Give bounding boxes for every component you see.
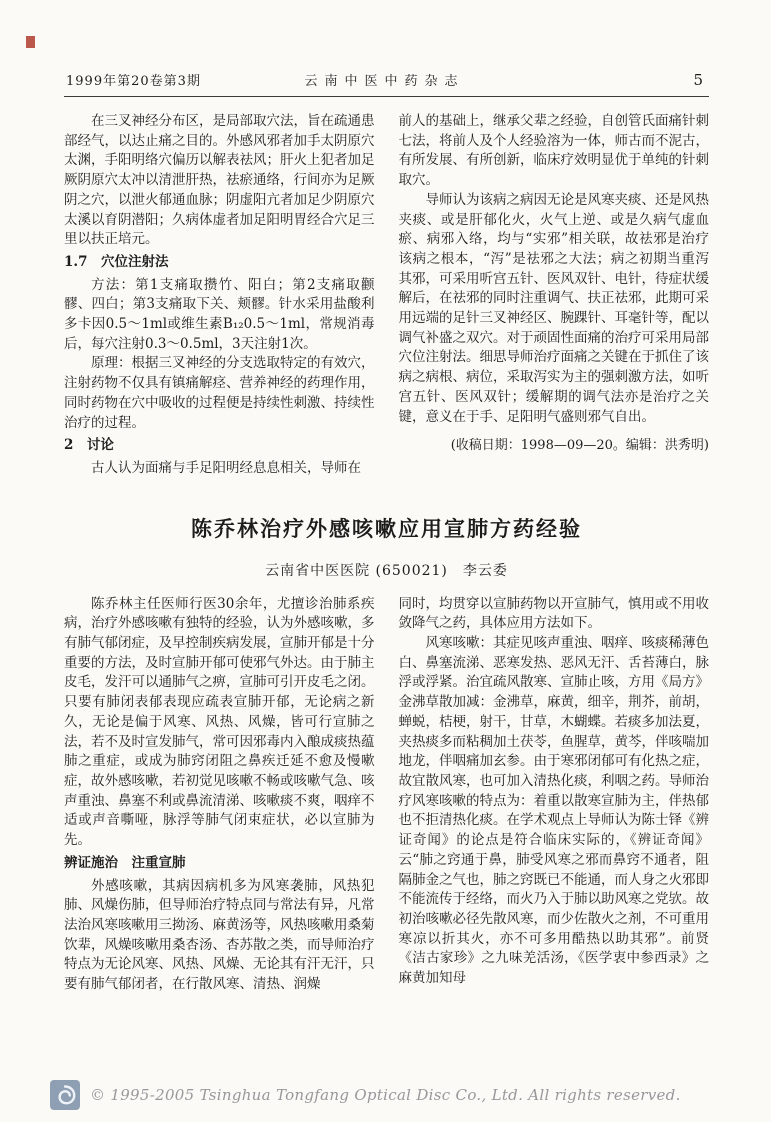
- article2-paragraph: 同时，均贯穿以宣肺药物以开宣肺气，慎用或不用收敛降气之药，具体应用方法如下。: [398, 595, 709, 632]
- page-number: 5: [693, 71, 703, 89]
- article2-title: 陈乔林治疗外感咳嗽应用宣肺方药经验: [191, 515, 582, 541]
- article1-paragraph: 方法：第1支痛取攒竹、阳白；第2支痛取颧髎、四白；第3支痛取下关、颊髎。针水采用盐酸利多卡因0.5～1ml或维生素B₁₂0.5～1ml，常规消毒后，每穴注射0.3～0.5ml，3天注射1次。: [64, 276, 375, 352]
- article1-section-heading-injection: 1.7 穴位注射法: [64, 253, 169, 270]
- article1-paragraph: 原理：根据三叉神经的分支选取特定的有效穴，注射药物不仅具有镇痛解痉、营养神经的药理作用，同时药物在穴中吸收的过程便是持续性刺激、持续性治疗的过程。: [64, 355, 375, 431]
- page-header: [64, 70, 709, 97]
- article1-left-column: [64, 112, 375, 479]
- article2-section-heading: 辨证施治 注重宣肺: [64, 854, 186, 871]
- article2-byline: 云南省中医医院 (650021) 李云委: [265, 562, 508, 579]
- article2-paragraph: 外感咳嗽，其病因病机多为风寒袭肺，风热犯肺、风燥伤肺，但导师治疗特点同与常法有异，凡常法治风寒咳嗽用三拗汤、麻黄汤等，风热咳嗽用桑菊饮辈，风燥咳嗽用桑杏汤、杏苏散之类，而导师治疗特点为无论风寒、风热、风燥、无论其有汗无汗，只要有肺气郁闭者，在行散风寒、清热、润燥: [64, 877, 375, 993]
- article2-body: [64, 595, 709, 995]
- issue-info: 1999年第20卷第3期: [66, 74, 201, 89]
- article1-paragraph: 导师认为该病之病因无论是风寒夹痰、还是风热夹痰、或是肝郁化火，火气上逆、或是久病气虚血瘀、病邪入络，均与“实邪”相关联，故祛邪是治疗该病之根本，“泻”是祛邪之大法；病之初期当重泻其邪，可采用听宫五针、医风双针、电针，待症状缓解后，在祛邪的同时注重调气、扶正祛邪，此期可采用远端的足针三叉神经区、腕踝针、耳毫针等，配以调气补盛之双穴。对于顽固性面痛的治疗可采用局部穴位注射法。细思导师治疗面痛之关键在于抓住了该病之病根、病位，采取泻实为主的强刺激方法，如听宫五针、医风双针；缓解期的调气法亦是治疗之关键，意义在于手、足阳明气盛则邪气自出。: [398, 191, 709, 425]
- article1-received-date: (收稿日期：1998—09—20。编辑：洪秀明): [450, 438, 709, 454]
- article1-right-column: [399, 112, 710, 479]
- article2-left-column: [64, 595, 375, 995]
- copyright-text: © 1995-2005 Tsinghua Tongfang Optical Disc Co., Ltd. All rights reserved.: [90, 1086, 681, 1104]
- article1-body: [64, 112, 709, 479]
- article1-paragraph: 前人的基础上，继承父辈之经验，自创管氏面痛针刺七法，将前人及个人经验溶为一体，师古而不泥古，有所发展、有所创新，临床疗效明显优于单纯的针刺取穴。: [398, 113, 709, 189]
- journal-title: 云南中医中药杂志: [304, 74, 465, 89]
- red-ink-mark-icon: [26, 36, 35, 48]
- article1-paragraph: 在三叉神经分布区，是局部取穴法，旨在疏通患部经气，以达止痛之目的。外感风邪者加手太阴原穴太渊，手阳明络穴偏历以解表祛风；肝火上犯者加足厥阴原穴太冲以清泄肝热，祛瘀通络，行间亦为足厥阴之穴，以泄火郁通血脉；阴虚阳亢者加足少阴原穴太溪以育阴潜阳；久病体虚者加足阳明胃经合穴足三里以扶正培元。: [64, 113, 375, 248]
- page-footer: [50, 1080, 681, 1110]
- article2-paragraph: 风寒咳嗽：其症见咳声重浊、咽痒、咳痰稀薄色白、鼻塞流涕、恶寒发热、恶风无汗、舌苔薄白，脉浮或浮紧。治宜疏风散寒、宣肺止咳，方用《局方》金沸草散加减：金沸草，麻黄，细辛，荆芥，前胡，蝉蜕，桔梗，射干，甘草，木蝴蝶。若痰多加法夏，夹热痰多而粘稠加土茯苓，鱼腥草，黄芩，伴咳喘加地龙，伴咽痛加玄参。由于寒邪闭郁可有化热之症，故宜散风寒，也可加入清热化痰，利咽之药。导师治疗风寒咳嗽的特点为：着重以散寒宣肺为主，伴热郁也不拒清热化痰。在学术观点上导师认为陈士铎《辨证奇闻》的论点是符合临床实际的，《辨证奇闻》云“肺之窍通于鼻，肺受风寒之邪而鼻窍不通者，阻隔肺金之气也，肺之窍既已不能通，而人身之火邪即不能流传于经络，而火乃入于肺以助风寒之党欤。故初治咳嗽必径先散风寒，而少佐散火之剂，不可重用寒凉以折其火，亦不可多用酷热以助其邪”。前贤《洁古家珍》之九味羌活汤，《医学衷中参西录》之麻黄加知母: [398, 635, 709, 987]
- article2-right-column: [399, 595, 710, 995]
- article1-section-heading-discussion: 2 讨论: [64, 437, 114, 454]
- article1-paragraph: 古人认为面痛与手足阳明经息息相关，导师在: [91, 459, 361, 476]
- article2-paragraph: 陈乔林主任医师行医30余年，尤擅诊治肺系疾病，治疗外感咳嗽有独特的经验，认为外感咳嗽，多有肺气郁闭症，及早控制疾病发展，宣肺开郁是十分重要的方法，及时宣肺开郁可使邪气外达。由于肺主皮毛，发汗可以通肺气之痹，宣肺可引开皮毛之闭。只要有肺闭表郁表现应疏表宣肺开郁，无论病之新久，无论是偏于风寒、风热、风燥，皆可行宣肺之法，若不及时宣发肺气，常可因邪毒内入酿成痰热蕴肺之重症，或成为肺窍闭阻之鼻疾迁延不愈及慢嗽症，故外感咳嗽，若初觉见咳嗽不畅或咳嗽气急、咳声重浊、鼻塞不利或鼻流清涕、咳嗽痰不爽，咽痒不适或声音嘶哑，脉浮等肺气闭束症状，必以宣肺为先。: [64, 595, 375, 849]
- publisher-swirl-logo-icon: [50, 1080, 80, 1110]
